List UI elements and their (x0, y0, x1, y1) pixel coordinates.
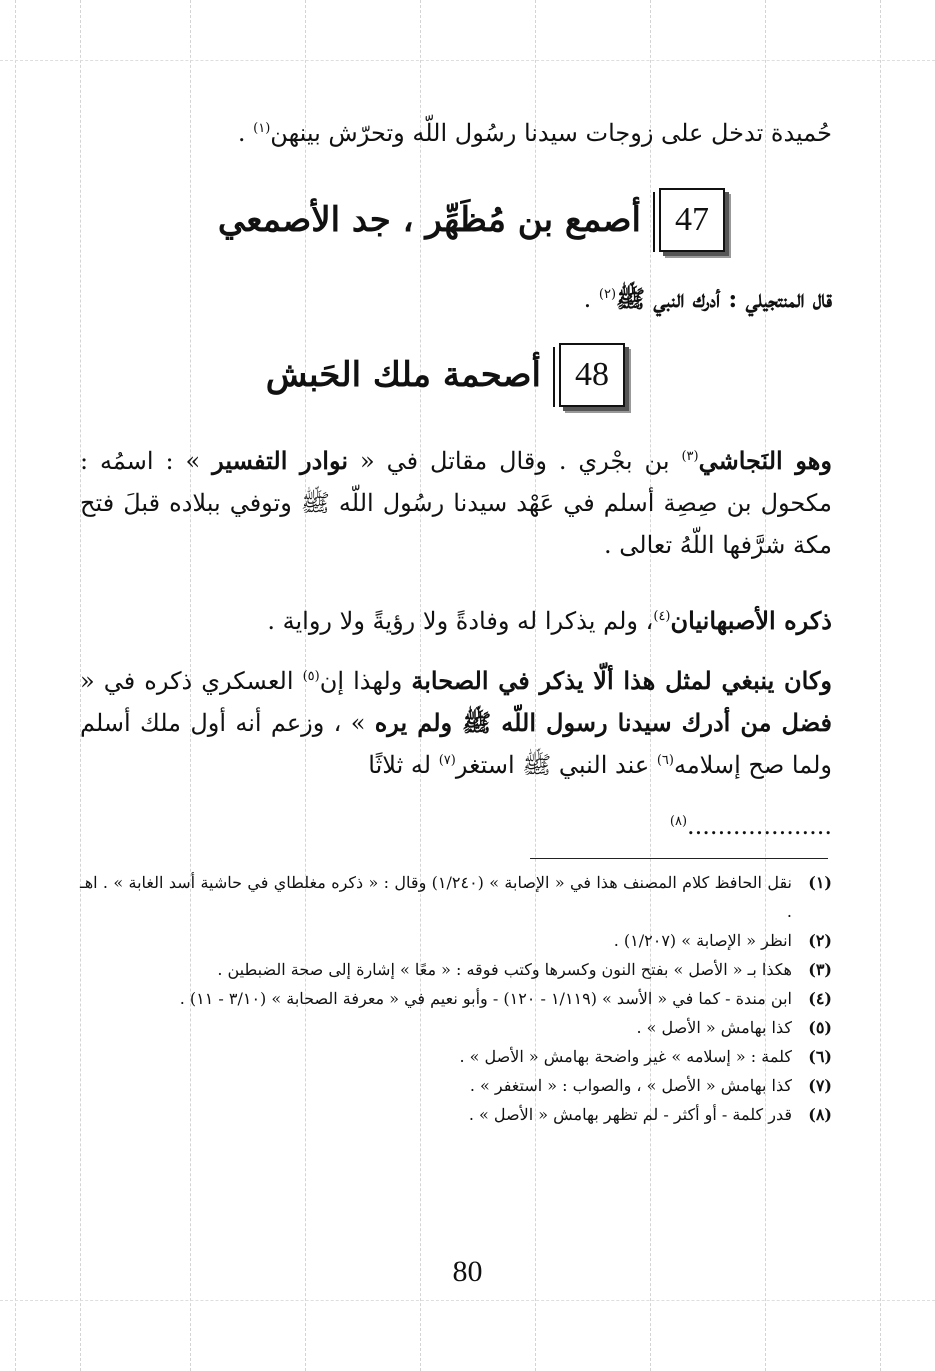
page-number: 80 (452, 1255, 483, 1288)
footnote-item: (٢) انظر « الإصابة » (١/٢٠٧) . (613, 931, 832, 950)
entry-number-box: 47 (659, 188, 725, 252)
missing-text-dots: ...................$^{(٨)}$ (669, 812, 832, 840)
grid-guide (880, 0, 881, 1371)
footnote-item: (٦) كلمة : « إسلامه » غير واضحة بهامش « الأصل » . (459, 1047, 832, 1066)
entry-number-box: 48 (559, 343, 625, 407)
footnote-item: (٧) كذا بهامش « الأصل » ، والصواب : « استغفر » . (469, 1076, 832, 1095)
top-line: حُميدة تدخل على زوجات سيدنا رسُول اللّه وتحرّش بينهن$^{(١)}$ . (237, 119, 832, 147)
entry-47-body: قال المنتجيلي : أدرك النبي ﷺ$^{(٢)}$ . (583, 284, 832, 313)
footnote-item: (٣) هكذا بـ « الأصل » بفتح النون وكسرها وكتب فوقه : « معًا » إشارة إلى صحة الضبطين . (217, 960, 832, 979)
paragraph-3: وكان ينبغي لمثل هذا ألّا يذكر في الصحابة ولهذا إن$^{(٥)}$ العسكري ذكره في « فضل من أدرك سيدنا رسول اللّه ﷺ ولم يره » ، وزعم أنه أول ملك أسلم ولما صح إسلامه$^{(٦)}$ عند النبي ﷺ استغر$^{(٧)}$ له ثلاثًا (80, 666, 832, 779)
footnote-separator (530, 858, 828, 859)
grid-guide (0, 60, 935, 61)
footnotes (80, 868, 832, 1129)
paragraph-2: ذكره الأصبهانيان$^{(٤)}$، ولم يذكرا له وفادةً ولا رؤيةً ولا رواية . (267, 606, 832, 635)
grid-guide (0, 1300, 935, 1301)
grid-guide (15, 0, 16, 1371)
footnote-item: (١) نقل الحافظ كلام المصنف هذا في « الإصابة » (١/٢٤٠) وقال : « ذكره مغلطاي في حاشية أسد الغابة » . اهـ . (80, 873, 832, 921)
paragraph-1: وهو النَجاشي$^{(٣)}$ بن بجْري . وقال مقاتل في « نوادر التفسير » : اسمُه : مكحول بن صِصِة أسلم في عَهْد سيدنا رسُول اللّه ﷺ وتوفي ببلاده قبلَ فتح مكة شرَّفها اللّهُ تعالى . (80, 446, 833, 559)
entry-title: أصمع بن مُظَهِّر ، جد الأصمعي (217, 200, 641, 240)
entry-48-heading (266, 343, 625, 407)
entry-title: أصحمة ملك الحَبش (265, 355, 541, 395)
footnote-item: (٤) ابن مندة - كما في « الأسد » (١/١١٩ - ١٢٠) - وأبو نعيم في « معرفة الصحابة » (٣/١٠ - ١١) . (179, 989, 832, 1008)
entry-47-heading (218, 188, 725, 252)
footnote-item: (٨) قدر كلمة - أو أكثر - لم تظهر بهامش « الأصل » . (468, 1105, 832, 1124)
footnote-item: (٥) كذا بهامش « الأصل » . (636, 1018, 832, 1037)
